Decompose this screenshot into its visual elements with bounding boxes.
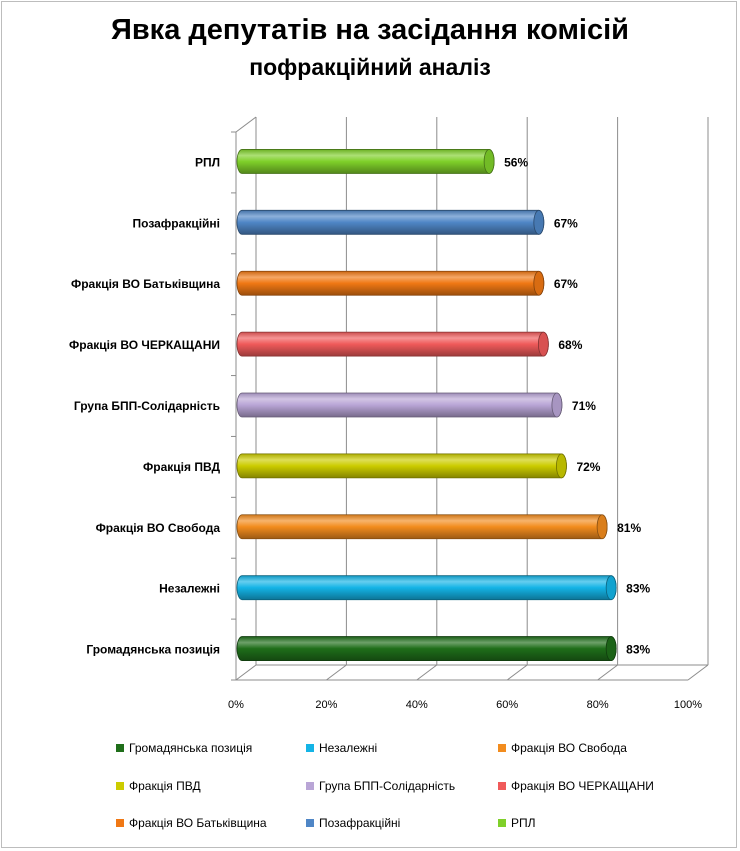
floor-line — [507, 665, 527, 680]
bar — [237, 576, 616, 600]
bar-body — [237, 149, 494, 173]
legend-item — [116, 741, 252, 755]
legend-swatch — [306, 782, 314, 790]
legend-item — [498, 741, 627, 755]
legend-label: Група БПП-Солідарність — [319, 779, 456, 793]
bar-cap — [606, 576, 616, 600]
legend-item — [498, 779, 654, 793]
category-label: РПЛ — [194, 155, 220, 170]
chart-legend — [0, 730, 740, 840]
x-tick-label: 60% — [496, 699, 519, 711]
legend-swatch — [498, 782, 506, 790]
category-label: Незалежні — [159, 581, 220, 596]
category-label: Фракція ВО Свобода — [95, 520, 220, 535]
bar-body — [237, 515, 607, 539]
floor-line — [326, 665, 346, 680]
legend-label: Громадянська позиція — [129, 741, 253, 755]
bar-body — [237, 393, 562, 417]
bar — [237, 393, 562, 417]
x-tick-label: 20% — [315, 699, 338, 711]
chart-subtitle: пофракційний аналіз — [249, 54, 491, 80]
floor-line — [417, 665, 437, 680]
category-label: Позафракційні — [132, 216, 220, 231]
category-label: Фракція ВО Батьківщина — [70, 277, 220, 292]
legend-label: Фракція ВО Свобода — [511, 741, 627, 755]
legend-label: Незалежні — [319, 741, 378, 755]
legend-label: РПЛ — [511, 816, 536, 830]
data-label: 83% — [626, 642, 651, 657]
bar-body — [237, 637, 616, 661]
legend-swatch — [116, 782, 124, 790]
bar-body — [237, 271, 544, 295]
data-label: 68% — [558, 338, 583, 353]
legend-swatch — [116, 744, 124, 752]
legend-swatch — [498, 819, 506, 827]
floor-line — [688, 665, 708, 680]
legend-swatch — [498, 744, 506, 752]
data-label: 83% — [626, 581, 651, 596]
bar-cap — [534, 210, 544, 234]
bar-body — [237, 332, 548, 356]
bar-cap — [484, 149, 494, 173]
bar — [237, 515, 607, 539]
legend-label: Фракція ПВД — [129, 779, 201, 793]
bar — [237, 454, 566, 478]
data-label: 81% — [617, 520, 642, 535]
legend-item — [306, 816, 400, 830]
x-tick-label: 80% — [586, 699, 609, 711]
bar-body — [237, 454, 566, 478]
bar-cap — [606, 637, 616, 661]
legend-item — [498, 816, 536, 830]
bar-cap — [556, 454, 566, 478]
bar — [237, 637, 616, 661]
legend-swatch — [116, 819, 124, 827]
legend-label: Фракція ВО ЧЕРКАЩАНИ — [511, 779, 654, 793]
data-label: 56% — [504, 155, 529, 170]
bar — [237, 332, 548, 356]
legend-item — [116, 816, 267, 830]
x-tick-label: 0% — [228, 699, 244, 711]
category-label: Фракція ВО ЧЕРКАЩАНИ — [69, 338, 220, 353]
bar-cap — [538, 332, 548, 356]
legend-item — [306, 741, 377, 755]
bar-cap — [552, 393, 562, 417]
bar — [237, 210, 544, 234]
bar-cap — [534, 271, 544, 295]
data-label: 72% — [576, 459, 601, 474]
legend-swatch — [306, 819, 314, 827]
chart-title: Явка депутатів на засідання комісій — [111, 14, 629, 46]
x-tick-label: 100% — [673, 699, 703, 711]
bar — [237, 149, 494, 173]
category-label: Громадянська позиція — [86, 642, 220, 657]
bar-body — [237, 576, 616, 600]
legend-item — [306, 779, 455, 793]
x-tick-label: 40% — [405, 699, 428, 711]
data-label: 67% — [553, 277, 578, 292]
bar-body — [237, 210, 544, 234]
legend-item — [116, 779, 201, 793]
legend-swatch — [306, 744, 314, 752]
category-label: Група БПП-Солідарність — [73, 399, 220, 413]
legend-label: Позафракційні — [319, 816, 401, 830]
category-label: Фракція ПВД — [143, 459, 220, 474]
data-label: 71% — [571, 399, 596, 413]
floor-line — [236, 665, 256, 680]
legend-label: Фракція ВО Батьківщина — [129, 816, 267, 830]
data-label: 67% — [553, 216, 578, 231]
floor-line — [598, 665, 618, 680]
bar-cap — [597, 515, 607, 539]
wall-top-edge — [236, 117, 256, 132]
bar — [237, 271, 544, 295]
